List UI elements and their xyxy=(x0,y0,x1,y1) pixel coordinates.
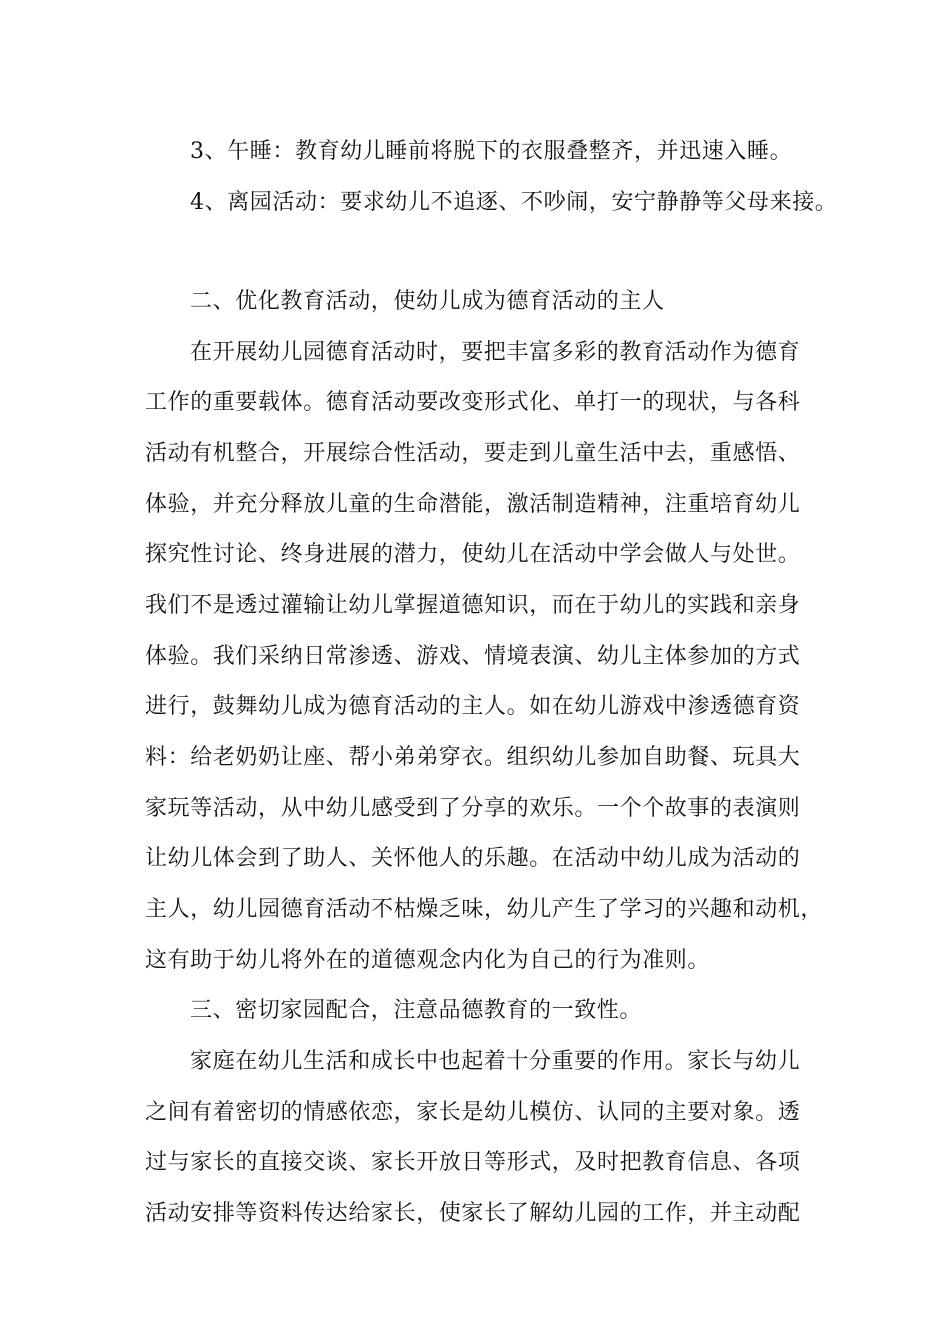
text-line: 料：给老奶奶让座、帮小弟弟穿衣。组织幼儿参加自助餐、玩具大 xyxy=(145,745,801,770)
text-line: 3、午睡：教育幼儿睡前将脱下的衣服叠整齐，并迅速入睡。 xyxy=(190,139,793,164)
text-line: 探究性讨论、终身进展的潜力，使幼儿在活动中学会做人与处世。 xyxy=(145,542,801,567)
text-line: 之间有着密切的情感依恋，家长是幼儿模仿、认同的主要对象。透 xyxy=(145,1100,801,1125)
text-line: 在开展幼儿园德育活动时，要把丰富多彩的教育活动作为德育 xyxy=(190,340,801,365)
text-line: 这有助于幼儿将外在的道德观念内化为自己的行为准则。 xyxy=(145,948,711,973)
section-heading: 二、优化教育活动，使幼儿成为德育活动的主人 xyxy=(190,289,665,314)
text-line: 主人，幼儿园德育活动不枯燥乏味，幼儿产生了学习的兴趣和动机， xyxy=(145,897,824,922)
text-line: 家玩等活动，从中幼儿感受到了分享的欢乐。一个个故事的表演则 xyxy=(145,796,801,821)
text-line: 过与家长的直接交谈、家长开放日等形式，及时把教育信息、各项 xyxy=(145,1150,801,1175)
text-line: 4、离园活动：要求幼儿不追逐、不吵闹，安宁静静等父母来接。 xyxy=(190,190,838,215)
text-line: 我们不是透过灌输让幼儿掌握道德知识，而在于幼儿的实践和亲身 xyxy=(145,593,801,618)
text-line: 让幼儿体会到了助人、关怀他人的乐趣。在活动中幼儿成为活动的 xyxy=(145,846,801,871)
text-line: 工作的重要载体。德育活动要改变形式化、单打一的现状，与各科 xyxy=(145,390,801,415)
text-line: 活动有机整合，开展综合性活动，要走到儿童生活中去，重感悟、 xyxy=(145,441,801,466)
text-line: 体验，并充分释放儿童的生命潜能，激活制造精神，注重培育幼儿 xyxy=(145,492,801,517)
text-line: 体验。我们采纳日常渗透、游戏、情境表演、幼儿主体参加的方式 xyxy=(145,644,801,669)
text-line: 进行，鼓舞幼儿成为德育活动的主人。如在幼儿游戏中渗透德育资 xyxy=(145,694,801,719)
text-line: 活动安排等资料传达给家长，使家长了解幼儿园的工作，并主动配 xyxy=(145,1201,801,1226)
section-heading: 三、密切家园配合，注意品德教育的一致性。 xyxy=(190,998,643,1023)
text-line: 家庭在幼儿生活和成长中也起着十分重要的作用。家长与幼儿 xyxy=(190,1049,801,1074)
